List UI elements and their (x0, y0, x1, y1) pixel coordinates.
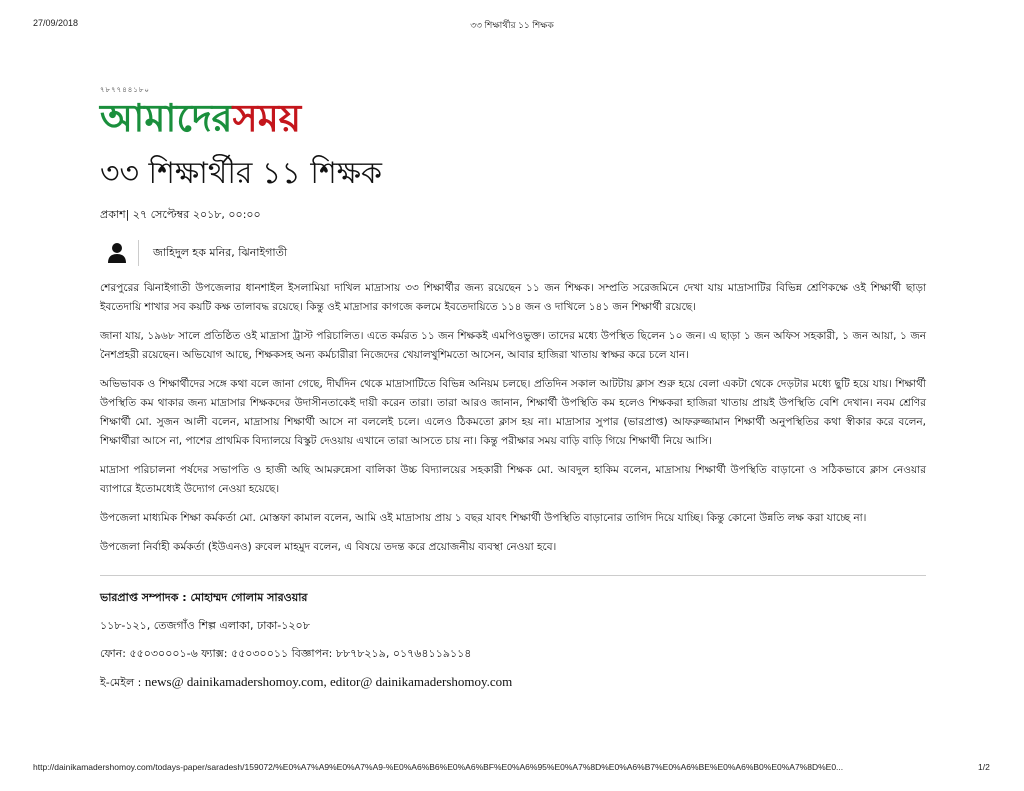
divider (138, 240, 139, 266)
print-title: ৩৩ শিক্ষার্থীর ১১ শিক্ষক (470, 20, 554, 30)
logo-part-green: আমাদের (100, 96, 233, 140)
author-name: জাহিদুল হক মনির, ঝিনাইগাতী (153, 245, 288, 259)
phone-line: ফোন: ৫৫০৩০০০১-৬ ফ্যাক্স: ৫৫০৩০০১১ বিজ্ঞাপন: ৮৮৭৮২১৯, ০১৭৬৪১১৯১১৪ (100, 647, 472, 660)
paragraph: মাদ্রাসা পরিচালনা পর্ষদের সভাপতি ও হাজী অছি আমরুন্নেসা বালিকা উচ্চ বিদ্যালয়ের সহকারী শিক্ষক মো. আবদুল হাকিম বলেন, মাদ্রাসায় শিক্ষার্থী উপস্থিতি বাড়ানো ও সঠিকভাবে ক্লাস নেওয়ার ব্যাপারে ইতোমধ্যেই উদ্যোগ নেওয়া হয়েছে। (100, 464, 926, 495)
editor-line: ভারপ্রাপ্ত সম্পাদক : মোহাম্মদ গোলাম সারওয়ার (100, 591, 308, 604)
paragraph: জানা যায়, ১৯৬৮ সালে প্রতিষ্ঠিত ওই মাদ্রাসা ট্রাস্ট পরিচালিত। এতে কর্মরত ১১ জন শিক্ষকই এমপিওভুক্ত। তাদের মধ্যে উপস্থিত ছিলেন ১০ জন। এ ছাড়া ১ জন অফিস সহকারী, ১ জন আয়া, ১ জন নৈশপ্রহরী রয়েছেন। অভিযোগ আছে, শিক্ষকসহ অন্য কর্মচারীরা নিজেদের খেয়ালখুশিমতো আসেন, আবার হাজিরা খাতায় স্বাক্ষর করে চলে যান। (100, 330, 926, 361)
publish-date: প্রকাশ| ২৭ সেপ্টেম্বর ২০১৮, ০০:০০ (100, 208, 261, 221)
user-icon (106, 242, 128, 264)
print-url: http://dainikamadershomoy.com/todays-paper/saradesh/159072/%E0%A7%A9%E0%A7%A9-%E0%A6%B6%E0%A6%BF%E0%A6%95%E0%A7%8D%E0%A6%B7%E0%A6%BE%E0%A6%B0%E0%A7%8D%E0... (33, 762, 844, 772)
article-page (100, 84, 926, 703)
paragraph: অভিভাবক ও শিক্ষার্থীদের সঙ্গে কথা বলে জানা গেছে, দীর্ঘদিন থেকে মাদ্রাসাটিতে বিভিন্ন অনিয়ম চলছে। প্রতিদিন সকাল আটটায় ক্লাস শুরু হয়ে বেলা একটা থেকে দেড়টার মধ্যে ছুটি হয়ে যায়। শিক্ষার্থী উপস্থিতি কম থাকার জন্য মাদ্রাসার শিক্ষকদের উদাসীনতাকেই দায়ী করেন তারা। তারা আরও জানান, শিক্ষার্থী উপস্থিতি কম হলেও শিক্ষকরা হাজিরা খাতায় প্রায়ই উপস্থিতি বেশি দেখান। নবম শ্রেণির শিক্ষার্থী মো. সুজন আলী বলেন, মাদ্রাসায় শিক্ষার্থী আসে না বললেই চলে। এলেও ঠিকমতো ক্লাস হয় না। মাদ্রাসার সুপার (ভারপ্রাপ্ত) আফরুজ্জামান শিক্ষার্থী অনুপস্থিতির কথা স্বীকার করে বলেন, শিক্ষার্থীরা আসে না, পাশের প্রাথমিক বিদ্যালয়ে বিস্কুট দেওয়ায় এখানে তারা আসতে চায় না। কিন্তু পরীক্ষার সময় বাড়ি বাড়ি গিয়ে শিক্ষার্থী নিয়ে আসি। (100, 378, 926, 447)
logo-part-red: সময় (232, 96, 302, 140)
paragraph: উপজেলা মাধ্যমিক শিক্ষা কর্মকর্তা মো. মোস্তফা কামাল বলেন, আমি ওই মাদ্রাসায় প্রায় ১ বছর যাবৎ শিক্ষার্থী উপস্থিতি বাড়ানোর তাগিদ দিয়ে যাচ্ছি। কিন্তু কোনো উন্নতি লক্ষ করা যাচ্ছে না। (100, 512, 867, 524)
author-row (100, 239, 926, 267)
article-title: ৩৩ শিক্ষার্থীর ১১ শিক্ষক (100, 156, 383, 191)
email-addresses[interactable]: news@ dainikamadershomoy.com, editor@ dainikamadershomoy.com (144, 674, 513, 689)
divider (100, 575, 926, 576)
logo-tagline: ৭৮৭৭৪৪১৮০ (100, 86, 150, 94)
paragraph: উপজেলা নির্বাহী কর্মকর্তা (ইউএনও) রুবেল মাহমুদ বলেন, এ বিষয়ে তদন্ত করে প্রয়োজনীয় ব্যবস্থা নেওয়া হবে। (100, 541, 557, 553)
email-line (100, 674, 926, 691)
address-line: ১১৮-১২১, তেজগাঁও শিল্প এলাকা, ঢাকা-১২০৮ (100, 619, 310, 632)
page-number: 1/2 (978, 762, 990, 772)
paragraph: শেরপুরের ঝিনাইগাতী উপজেলার ধানশাইল ইসলামিয়া দাখিল মাদ্রাসায় ৩৩ শিক্ষার্থীর জন্য রয়েছেন ১১ জন শিক্ষক। সম্প্রতি সরেজমিনে দেখা যায় মাদ্রাসাটির বিভিন্ন শ্রেণিকক্ষে ওই শিক্ষার্থী ছাড়া ইবতেদায়ি শাখার সব কয়টি কক্ষ তালাবদ্ধ রয়েছে। কিন্তু ওই মাদ্রাসার কাগজে কলমে ইবতেদায়িতে ১১৪ জন ও দাখিলে ১৪১ জন শিক্ষার্থী রয়েছে। (100, 282, 926, 313)
email-label: ই-মেইল : (100, 676, 145, 689)
logo[interactable] (100, 84, 926, 144)
print-date: 27/09/2018 (33, 18, 79, 28)
